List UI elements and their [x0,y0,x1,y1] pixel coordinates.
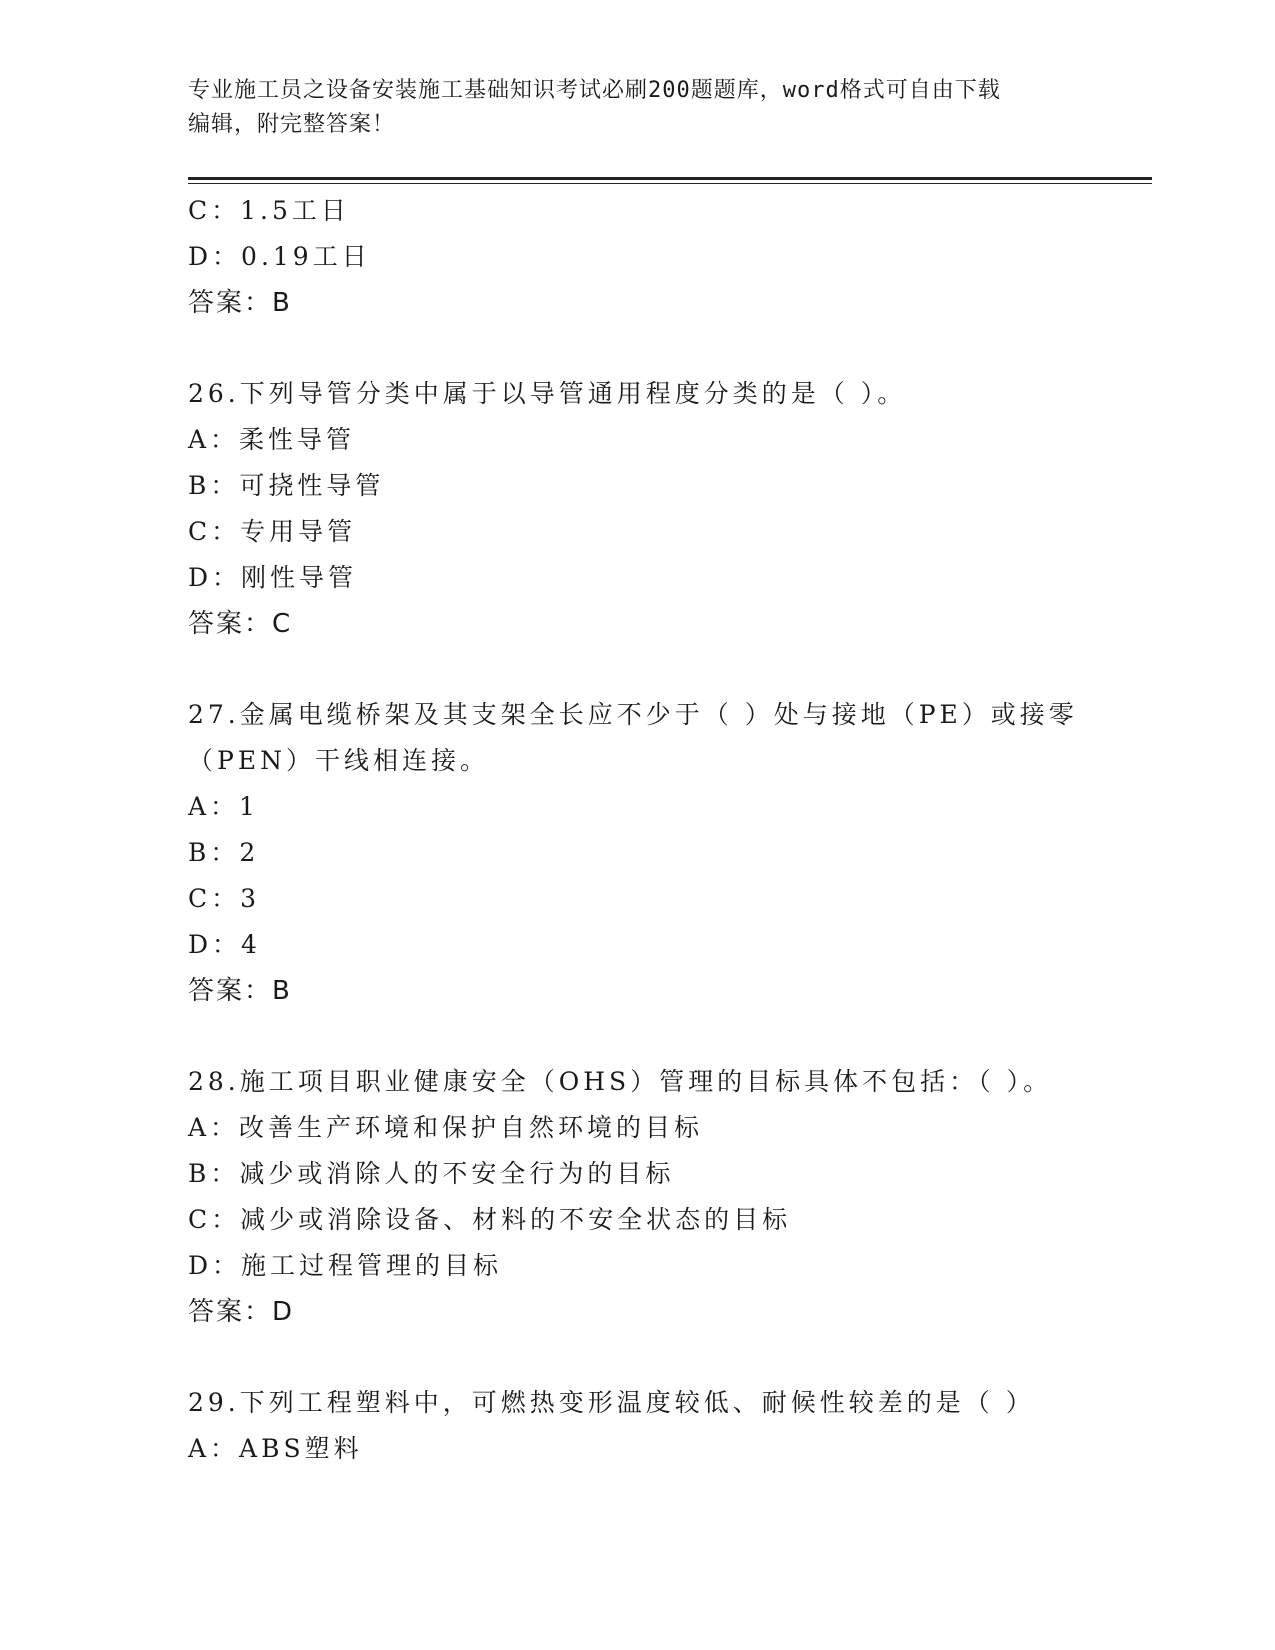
option-c: C：减少或消除设备、材料的不安全状态的目标 [188,1205,792,1234]
question-text: 29.下列工程塑料中，可燃热变形温度较低、耐候性较差的是（ ） [188,1388,1035,1417]
option-d: D：施工过程管理的目标 [188,1251,503,1280]
option-a: A：柔性导管 [188,425,356,454]
header-title-line-2: 编辑，附完整答案！ [188,112,396,137]
option-b: B：2 [188,838,260,867]
option-d: D：刚性导管 [188,563,358,592]
header-divider-thin [188,183,1152,184]
question-text-line-2: （PEN）干线相连接。 [188,746,489,775]
header-divider-thick [188,177,1152,180]
question-text: 26.下列导管分类中属于以导管通用程度分类的是（ ）。 [188,379,907,408]
option-a: A：改善生产环境和保护自然环境的目标 [188,1113,704,1142]
option-d: D：4 [188,930,261,959]
option-a: A：ABS塑料 [188,1434,363,1463]
option-d: D：0.19工日 [188,242,371,271]
option-c: C：1.5工日 [188,196,350,225]
question-block-28 [188,1059,1088,1335]
question-text-line-1: 27.金属电缆桥架及其支架全长应不少于（ ）处与接地（PE）或接零 [188,700,1078,729]
answer-label: 答案：B [188,288,292,318]
question-list [188,188,1088,1472]
option-b: B：可挠性导管 [188,471,385,500]
answer-label: 答案：B [188,976,292,1006]
option-b: B：减少或消除人的不安全行为的目标 [188,1159,675,1188]
question-block-26 [188,371,1088,647]
question-block-25 [188,188,1088,326]
option-a: A：1 [188,792,259,821]
header-title-line-1: 专业施工员之设备安装施工基础知识考试必刷200题题库，word格式可自由下载 [188,78,1001,103]
question-block-27 [188,692,1088,1014]
option-c: C：3 [188,884,261,913]
question-text: 28.施工项目职业健康安全（OHS）管理的目标具体不包括：（ ）。 [188,1067,1053,1096]
answer-label: 答案：D [188,1297,295,1327]
option-c: C：专用导管 [188,517,357,546]
answer-label: 答案：C [188,609,293,639]
question-block-29 [188,1380,1088,1472]
document-header [188,74,1088,142]
